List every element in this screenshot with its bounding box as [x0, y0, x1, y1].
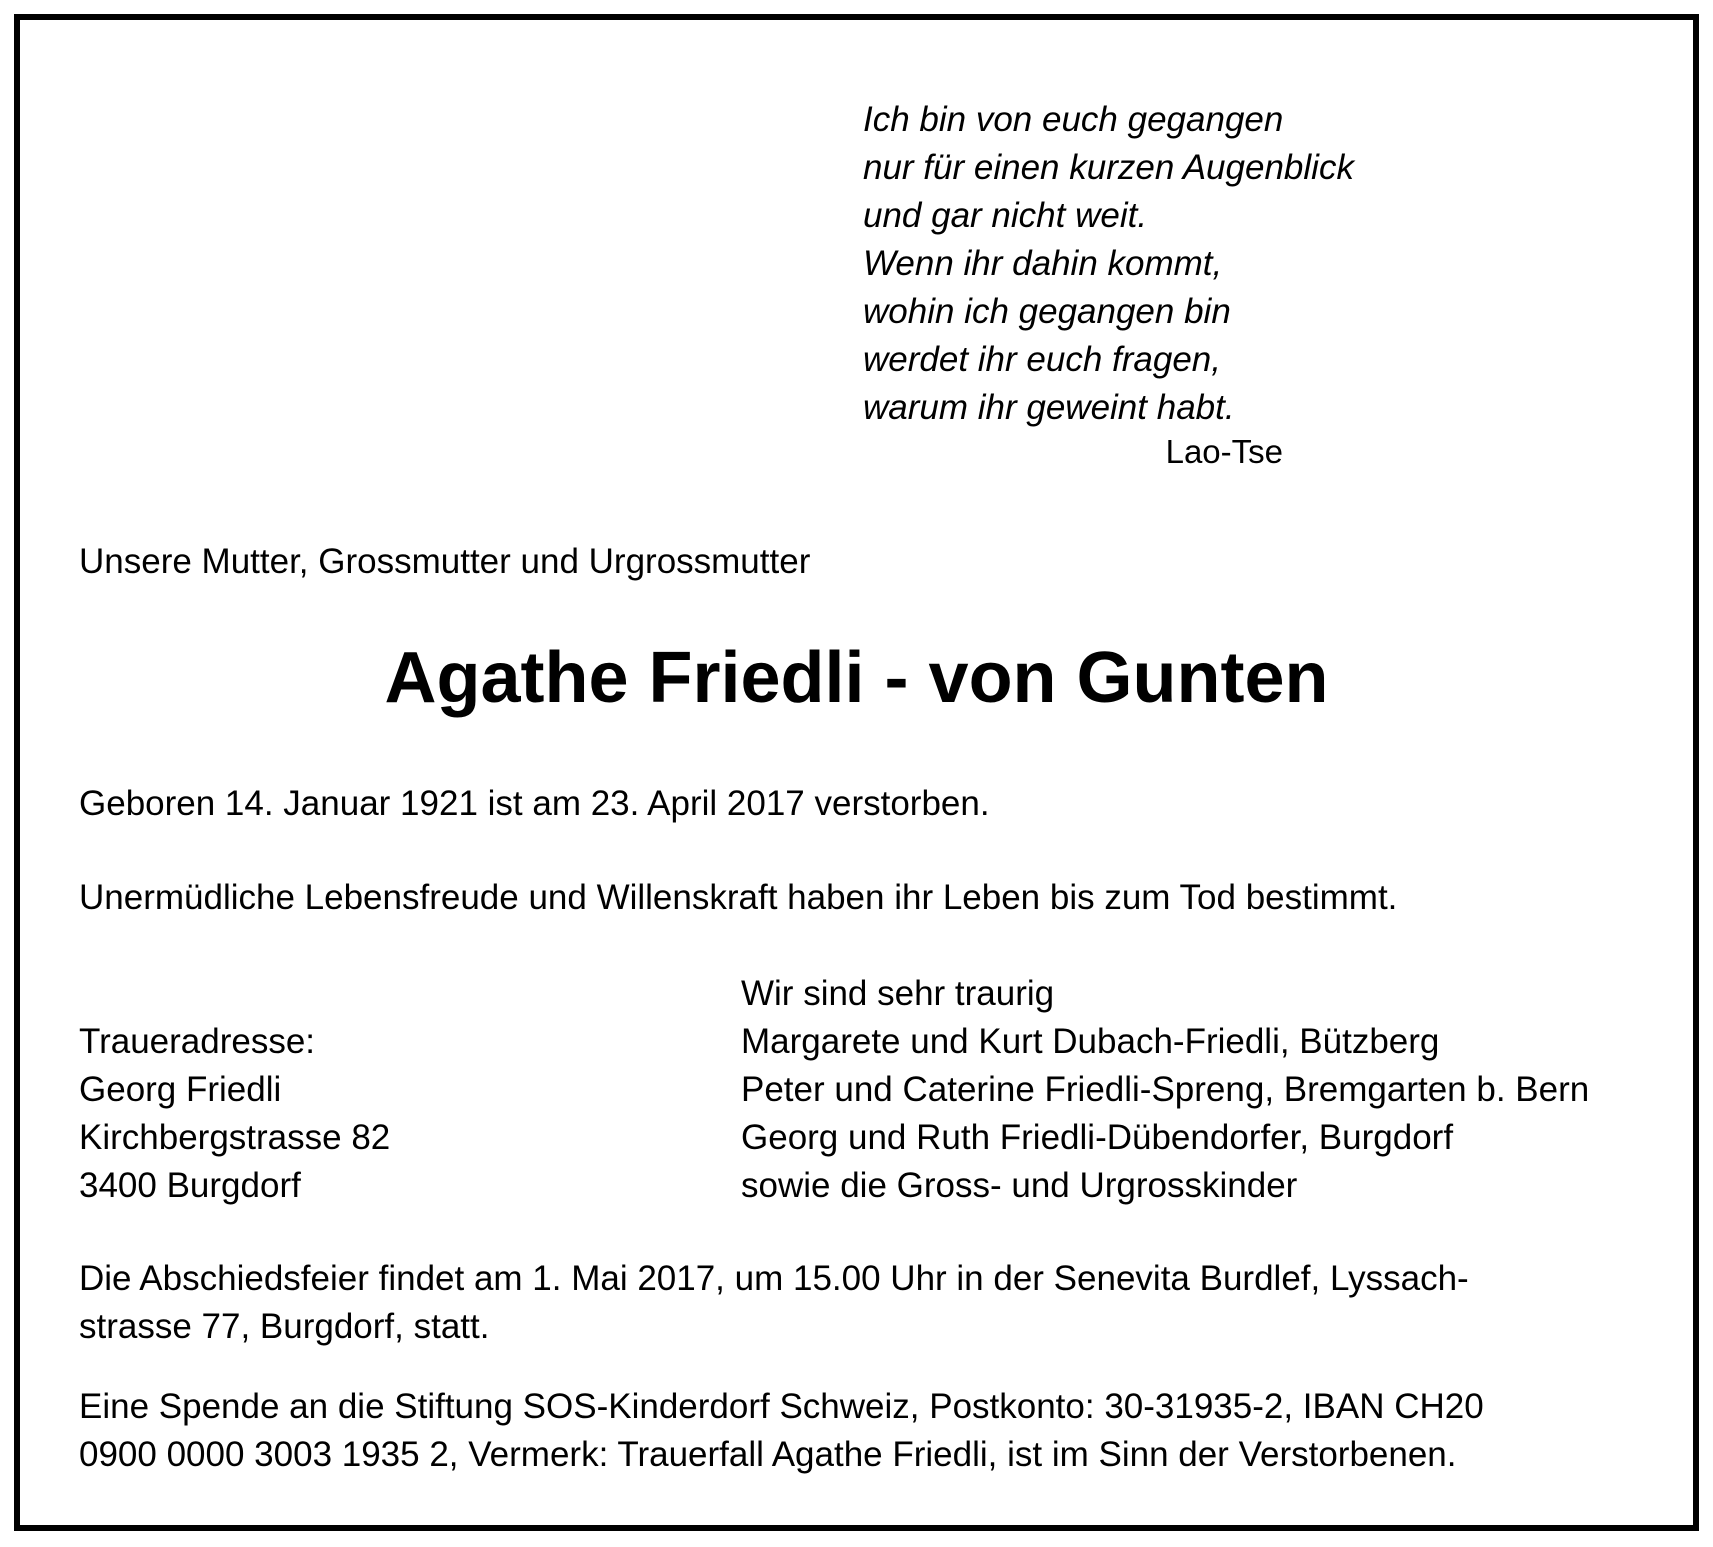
mourner-line: Georg und Ruth Friedli-Dübendorfer, Burgdorf [741, 1118, 1454, 1157]
mourner-line: Peter und Caterine Friedli-Spreng, Bremgarten b. Bern [741, 1070, 1590, 1109]
poem-line: werdet ihr euch fragen, [863, 340, 1221, 379]
mourner-line: Margarete und Kurt Dubach-Friedli, Bützberg [741, 1022, 1440, 1061]
address-label: Traueradresse: [79, 1022, 316, 1061]
donation-notice [79, 1383, 1484, 1479]
poem-quote [863, 96, 1583, 432]
mourner-line: sowie die Gross- und Urgrosskinder [741, 1166, 1298, 1205]
poem-line: warum ihr geweint habt. [863, 388, 1235, 427]
address-line: Kirchbergstrasse 82 [79, 1118, 391, 1157]
poem-line: nur für einen kurzen Augenblick [863, 148, 1354, 187]
deceased-name: Agathe Friedli - von Gunten [384, 638, 1329, 718]
mourners-list [741, 970, 1589, 1210]
intro-line: Unsere Mutter, Grossmutter und Urgrossmutter [79, 542, 811, 581]
poem-line: und gar nicht weit. [863, 196, 1148, 235]
ceremony-notice [79, 1255, 1469, 1351]
poem-line: Wenn ihr dahin kommt, [863, 244, 1223, 283]
address-line: Georg Friedli [79, 1070, 282, 1109]
address-line: 3400 Burgdorf [79, 1166, 301, 1205]
ceremony-line: Die Abschiedsfeier findet am 1. Mai 2017, um 15.00 Uhr in der Senevita Burdlef, Lyssach- [79, 1259, 1469, 1298]
poem-line: wohin ich gegangen bin [863, 292, 1231, 331]
life-dates: Geboren 14. Januar 1921 ist am 23. April 2017 verstorben. [79, 784, 990, 823]
donation-line: 0900 0000 3003 1935 2, Vermerk: Trauerfall Agathe Friedli, ist im Sinn der Verstorbenen. [79, 1435, 1457, 1474]
tribute-line: Unermüdliche Lebensfreude und Willenskraft haben ihr Leben bis zum Tod bestimmt. [79, 878, 1398, 917]
poem-line: Ich bin von euch gegangen [863, 100, 1284, 139]
poem-author: Lao-Tse [1165, 433, 1283, 470]
donation-line: Eine Spende an die Stiftung SOS-Kinderdorf Schweiz, Postkonto: 30-31935-2, IBAN CH20 [79, 1387, 1484, 1426]
mourning-address [79, 1018, 390, 1210]
mourners-heading: Wir sind sehr traurig [741, 974, 1055, 1013]
ceremony-line: strasse 77, Burgdorf, statt. [79, 1307, 490, 1346]
